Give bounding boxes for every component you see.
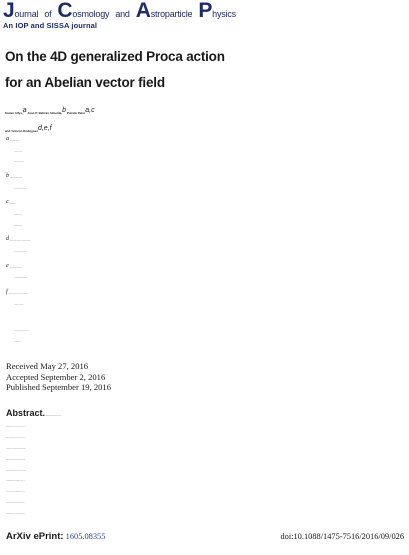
affiliation-mark: d <box>6 236 9 243</box>
journal-word-rest: hysics <box>212 9 236 19</box>
journal-word-initial: C <box>57 0 73 22</box>
affiliation-line <box>6 222 406 233</box>
title-line: for an Abelian vector field <box>5 75 165 90</box>
journal-name-word <box>57 0 109 25</box>
author-name: and Yeinzon Rodríguez <box>5 129 38 133</box>
author-line <box>5 103 405 121</box>
journal-name-word <box>44 3 51 25</box>
affiliation-mark: c <box>6 199 9 206</box>
abstract-line <box>6 498 404 509</box>
affiliation-mark: f <box>6 289 8 296</box>
journal-word-initial: P <box>198 0 213 22</box>
author-name: Juan P. Beltrán Almeida, <box>27 111 63 115</box>
abstract-line <box>6 509 404 521</box>
email-link[interactable] <box>25 331 28 332</box>
journal-name-word <box>3 0 38 25</box>
affiliation-line <box>6 171 406 185</box>
email-block <box>14 326 404 348</box>
journal-subline: An IOP and SISSA journal <box>3 21 98 30</box>
abstract-line <box>6 422 404 433</box>
affiliation-line <box>6 197 406 211</box>
abstract-line <box>6 466 404 477</box>
journal-name <box>3 0 407 22</box>
journal-name-word <box>136 0 193 25</box>
author-affil-mark: b <box>62 107 67 114</box>
title-line: On the 4D generalized Proca action <box>5 49 225 64</box>
affiliation-line <box>6 287 406 301</box>
abstract-line <box>6 476 404 487</box>
journal-word-rest: of <box>44 9 52 19</box>
affiliation-e <box>6 261 406 285</box>
arxiv-link[interactable]: 1605.08355 <box>65 532 106 541</box>
affiliation-text <box>10 268 23 269</box>
paper-title <box>5 44 405 96</box>
journal-word-rest: osmology <box>72 9 110 19</box>
published-date: Published September 19, 2016 <box>6 382 112 393</box>
accepted-date: Accepted September 2, 2016 <box>6 371 106 382</box>
author-affil-mark: a <box>22 107 27 114</box>
affiliation-list <box>6 134 406 313</box>
email-line <box>14 337 404 348</box>
affiliation-text <box>9 294 28 295</box>
abstract <box>6 408 404 521</box>
affiliation-line <box>6 248 406 259</box>
author-affil-mark: a,c <box>85 107 95 114</box>
affiliation-text <box>10 178 23 179</box>
affiliation-line <box>6 274 406 285</box>
affiliation-mark: b <box>6 172 9 179</box>
journal-word-rest: ournal <box>14 9 39 19</box>
affiliation-line <box>6 234 406 248</box>
doi-text: doi:10.1088/1475-7516/2016/09/026 <box>280 532 404 541</box>
affiliation-c <box>6 197 406 232</box>
author-name: Patrick Peter <box>66 111 86 115</box>
journal-word-initial: J <box>3 0 15 22</box>
abstract-line <box>6 433 404 444</box>
received-date: Received May 27, 2016 <box>6 361 89 371</box>
journal-name-word <box>115 3 129 25</box>
abstract-line <box>6 487 404 498</box>
affiliation-b <box>6 171 406 195</box>
affiliation-f <box>6 287 406 311</box>
journal-word-initial: A <box>135 0 151 22</box>
abstract-line <box>6 408 404 422</box>
abstract-line <box>6 455 404 466</box>
author-affil-mark: d,e,f <box>37 125 52 132</box>
affiliation-text <box>10 242 31 243</box>
affiliation-mark: a <box>6 136 9 142</box>
affiliation-line <box>6 211 406 222</box>
email-link[interactable] <box>14 342 21 343</box>
affiliation-line <box>6 301 406 312</box>
email-line <box>14 326 404 337</box>
author-name: Erwan Allys, <box>5 111 23 115</box>
journal-name-word <box>198 0 236 25</box>
arxiv-label: ArXiv ePrint: <box>6 531 64 542</box>
affiliation-d <box>6 234 406 258</box>
affiliation-line <box>6 261 406 275</box>
journal-word-rest: and <box>115 9 130 19</box>
affiliation-text <box>10 205 16 206</box>
affiliation-a <box>6 134 406 169</box>
affiliation-mark: e <box>6 262 9 269</box>
affiliation-line <box>6 134 406 148</box>
affiliation-line <box>6 148 406 159</box>
journal-masthead <box>3 0 407 30</box>
journal-word-rest: stroparticle <box>150 9 193 19</box>
affiliation-line <box>6 185 406 196</box>
abstract-heading: Abstract. <box>6 408 46 418</box>
affiliation-text <box>10 141 21 142</box>
page-footer <box>6 530 404 544</box>
affiliation-line <box>6 158 406 169</box>
abstract-line <box>6 444 404 455</box>
publication-dates <box>6 361 306 393</box>
